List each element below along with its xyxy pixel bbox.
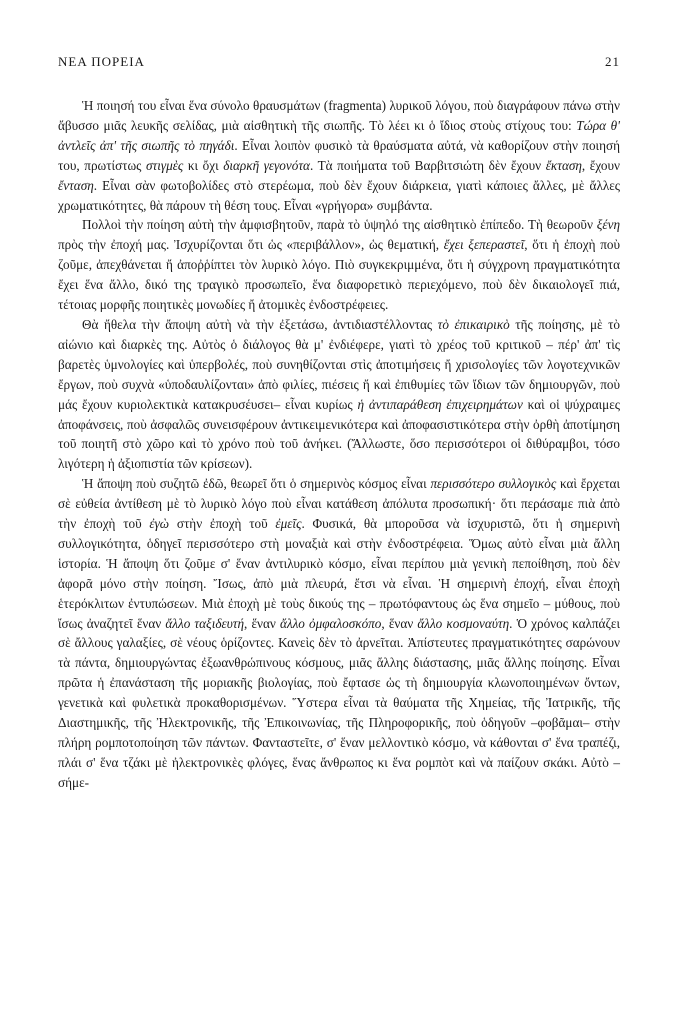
text-run: πρὸς τὴν ἐποχή μας. Ἰσχυρίζονται ὅτι ὡς «περιβάλλον», ὡς θεματική, bbox=[58, 237, 444, 253]
text-run: Ἡ ποιησή του εἶναι ἕνα σύνολο θραυσμάτων (fragmenta) λυρικοῦ λόγου, ποὺ διαγράφουν πάνω στὴν ἄβυσσο μιᾶς λευκῆς σελίδας, μιὰ αἰσθητικὴ τῆς σιωπῆς. Τὸ λέει κι ὁ ἴδιος στοὺς στίχους του: bbox=[58, 98, 620, 133]
italic-text: διαρκῆ γεγονότα bbox=[223, 157, 310, 173]
text-run: . Φυσικά, θὰ μποροῦσα νὰ ἰσχυριστῶ, ὅτι ἡ σημερινὴ συλλογικότητα, ὁδηγεῖ περισσότερο στὴ μοναξιὰ καὶ στὴν ἐνδοστρέφεια. Ὅμως αὐτὸ εἶναι μιὰ ἄλλη ἱστορία. Ἡ ἄποψη ὅτι ζοῦμε σ' ἕναν ἀντιλυρικὸ κόσμο, εἶναι περίπου μιὰ γενικὴ πεποίθηση, ποὺ δὲν ἀφορᾶ μόνο στὴν ποίηση. Ἴσως, ἀπὸ μιὰ πλευρά, ἔτσι νὰ εἶναι. Ἡ σημερινὴ ἐποχή, εἶναι ἐποχὴ ἑτερόκλιτων ἐντυπώσεων. Μιὰ ἐποχὴ μὲ τοὺς δικούς της – πρωτόφαντους ὡς ἕνα σημεῖο – μύθους, ποὺ ἴσως ἀναζητεῖ ἕναν bbox=[58, 516, 621, 631]
text-run: κι ὄχι bbox=[183, 157, 224, 173]
text-run: , ἕναν bbox=[244, 615, 280, 631]
italic-text: στιγμὲς bbox=[145, 157, 184, 173]
text-run: . Τὰ ποιήματα τοῦ Βαρβιτσιώτη δὲν ἔχουν bbox=[309, 157, 546, 173]
text-run: τῆς ποίησης, μὲ τὸ αἰώνιο καὶ διαρκὲς της. Αὐτὸς ὁ διάλογος θὰ μ' ἐνδιέφερε, γιατὶ τὸ χρέος τοῦ κριτικοῦ – πέρ' ἀπ' τὶς βαρετὲς ὑμνολογίες καὶ ὑπερβολές, ποὺ συνηθίζονται στὶς ἀποτιμήσεις ἤ χρισολογίες τῶν λογοτεχνικῶν ἔργων, ποὺ συχνὰ «ὑποδαυλίζονται» ἀπὸ φιλίες, πιέσεις ἤ καὶ ἐπιθυμίες τῶν ἴδιων τῶν δημιουργῶν, ποὺ μάς ἔχουν κυριολεκτικὰ κατακρυσέυσει– εἶναι κυρίως bbox=[58, 316, 620, 412]
text-run: Θὰ ἤθελα τὴν ἄποψη αὐτὴ νὰ τὴν ἐξετάσω, ἀντιδιαστέλλοντας bbox=[82, 316, 438, 332]
italic-text: ἐμεῖς bbox=[275, 516, 302, 532]
text-run: . Εἶναι σὰν φωτοβολίδες στὸ στερέωμα, ποὺ δὲν ἔχουν διάρκεια, γιατὶ κάποιες ἄλλες, μὲ ἄλλες χρωματικότητες, θὰ πάρουν τὴ θέση τους. Εἶναι «γρήγορα» συμβάντα. bbox=[58, 177, 620, 213]
text-run: . Εἶναι λοιπὸν φυσικὸ τὰ θραύσματα αὐτά, νὰ καθορίζουν στὴν ποιησή του, πρωτίστως bbox=[58, 137, 620, 173]
text-run: , ἕναν bbox=[381, 615, 418, 631]
italic-text: τὸ ἐπικαιρικὸ bbox=[437, 316, 510, 332]
text-run: Ἡ ἄποψη ποὺ συζητῶ ἐδῶ, θεωρεῖ ὅτι ὁ σημερινὸς κόσμος εἶναι bbox=[82, 476, 431, 492]
italic-text: ἄλλο κοσμοναύτη bbox=[417, 615, 510, 631]
text-run: καὶ οἱ ψύχραιμες ἀποφάνσεις, ποὺ ἀσφαλῶς συνεισφέρουν ἀντικειμενικότερα καὶ ἀποφασιστικότερα στὴν ὀρθὴ ἀποτίμηση τοῦ ποιητῆ στὸ χῶρο καὶ τὸ χρόνο ποὺ τοῦ ἀνήκει. (Ἄλλωστε, ὅσο περισσότεροι οἱ διθύραμβοι, τόσο λιγότερη ἡ ἀξιοπιστία τῶν κρίσεων). bbox=[58, 396, 621, 472]
italic-text: ξένη bbox=[596, 217, 620, 233]
paragraph bbox=[58, 215, 620, 315]
text-run: . Ὁ χρόνος καλπάζει σὲ ἄλλους γαλαξίες, σὲ νέους ὁρίζοντες. Κανεὶς δὲν τὸ ἀρνεῖται. Ἀπίστευτες πραγματικότητες σαρώνουν τὰ πάντα, δημιουργώντας ἐξωανθρώπινους κόσμους, μιᾶς ἄλλης διάστασης, μιᾶς ἄλλης ποίησης. Εἶναι πρῶτα ἡ ἐπανάσταση τῆς μοριακῆς βιολογίας, ποὺ ἔφτασε ὡς τὴ δημιουργία κλωνοποιημένων ὄντων, γενετικὰ καὶ φυλετικὰ προκαθορισμένων. Ὕστερα εἶναι τὰ θαύματα τῆς Χημείας, τῆς Ἰατρικῆς, τῆς Διαστημικῆς, τῆς Ἠλεκτρονικῆς, τῆς Ἐπικοινωνίας, τῆς Πληροφορικῆς, ποὺ ὁδηγοῦν –φοβᾶμαι– στὴν πλήρη ρομποτοποίηση τῶν πάντων. Φανταστεῖτε, σ' ἕναν μελλοντικὸ κόσμο, νὰ κάθονται σ' ἕνα τραπέζι, πλάι σ' ἕνα τζάκι μὲ ἠλεκτρονικὲς φλόγες, ἕνας ἄνθρωπος κι ἕνα ρομπὸτ καὶ νὰ παίζουν σκάκι. Αὐτὸ –σήμε- bbox=[58, 615, 621, 790]
italic-text: ἡ ἀντιπαράθεση ἐπιχειρημάτων bbox=[357, 396, 523, 412]
paragraph bbox=[58, 315, 620, 474]
italic-text: ἔνταση bbox=[58, 177, 94, 193]
paragraph bbox=[58, 96, 620, 215]
article-body bbox=[58, 96, 620, 793]
italic-text: περισσότερο συλλογικὸς bbox=[430, 476, 557, 492]
italic-text: Τώρα θ' ἀντλεῖς ἀπ' τῆς σιωπῆς τὸ πηγάδι bbox=[58, 117, 620, 153]
italic-text: ἄλλο ταξιδευτή bbox=[165, 615, 245, 631]
italic-text: ἔκταση bbox=[545, 157, 582, 173]
text-run: , ἔχουν bbox=[581, 157, 620, 173]
paragraph bbox=[58, 474, 620, 793]
text-run: , ὅτι ἡ ἐποχὴ ποὺ ζοῦμε, ἀπεχθάνεται ἤ ἀποῤῥίπτει τὸν λυρικὸ λόγο. Πιὸ συγκεκριμμένα, ὅτι ἡ σύγχρονη πραγματικότητα ἔχει ἕνα ἄλλο, δικό της τραγικὸ προσωπεῖο, ἕνα διαφορετικὸ περιεχόμενο, ποὺ δὲν δικαιολογεῖ πιά, τέτοιας μορφῆς ποιητικὲς μονωδίες ἤ ἀτομικὲς ἐνδοστρέφειες. bbox=[58, 237, 620, 313]
italic-text: ἐγὼ bbox=[149, 516, 170, 532]
journal-title: ΝΕΑ ΠΟΡΕΙΑ bbox=[58, 54, 145, 69]
text-run: στὴν ἐποχὴ τοῦ bbox=[169, 516, 276, 532]
page-number: 21 bbox=[605, 54, 620, 69]
italic-text: ἔχει ξεπεραστεῖ bbox=[443, 237, 525, 253]
text-run: καὶ ἔρχεται σὲ εὐθεία ἀντίθεση μὲ τὸ λυρικὸ λόγο ποὺ εἶναι κατάθεση ἀπόλυτα προσωπική· ὅτι περάσαμε πιὰ ἀπὸ τὴν ἐποχὴ τοῦ bbox=[58, 476, 620, 532]
italic-text: ἄλλο ὀμφαλοσκόπο bbox=[279, 615, 382, 631]
running-head bbox=[58, 54, 620, 70]
text-run: Πολλοὶ τὴν ποίηση αὐτὴ τὴν ἀμφισβητοῦν, παρὰ τὸ ὑψηλό της αἰσθητικὸ ἐπίπεδο. Τὴ θεωροῦν bbox=[82, 217, 597, 233]
